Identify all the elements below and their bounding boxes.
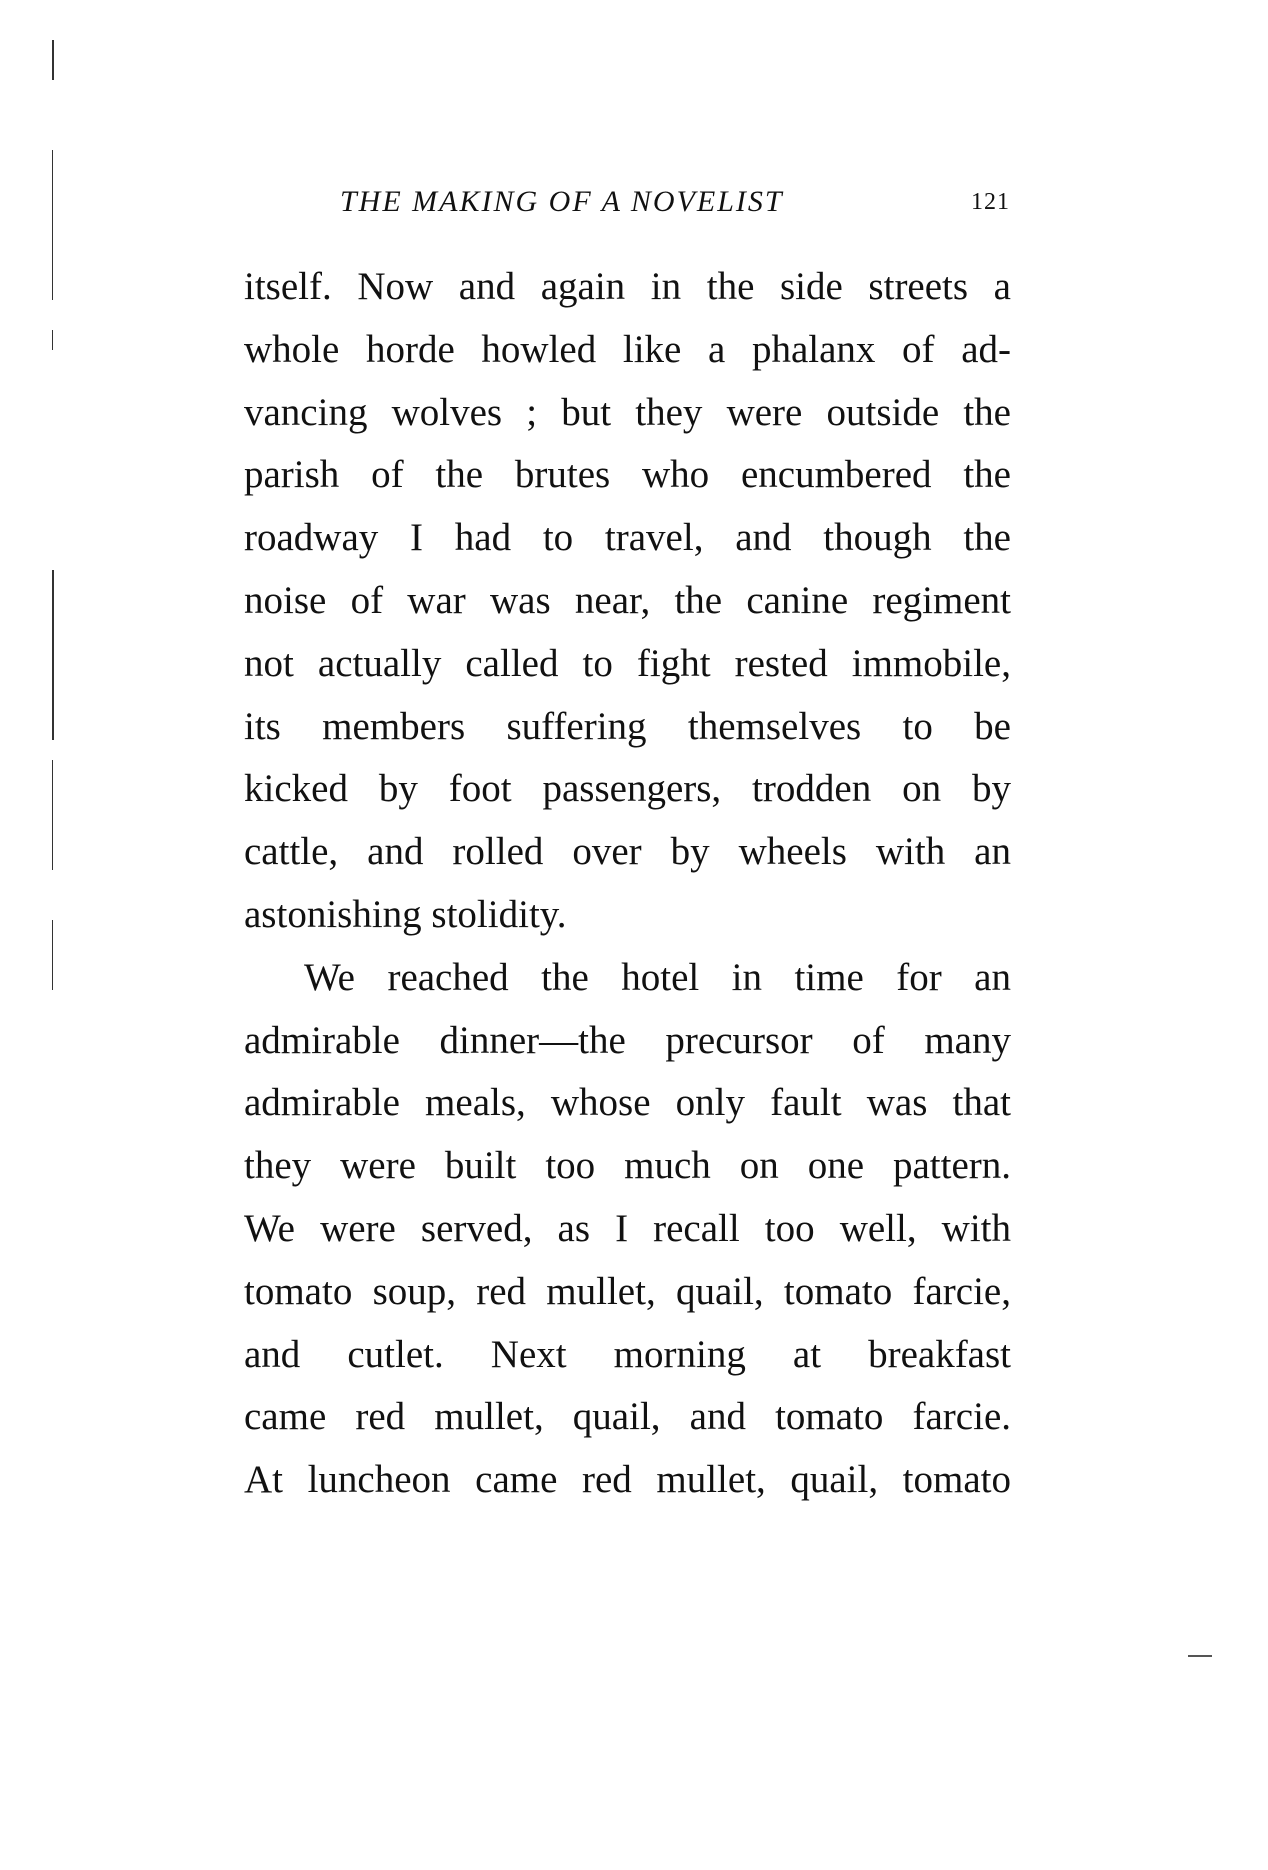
paragraph [244,256,1011,947]
text-line: We were served, as I recall too well, with [244,1206,1011,1250]
gutter-shadow-mark [52,760,53,870]
text-line: At luncheon came red mullet, quail, tomato [244,1458,1011,1502]
gutter-shadow-mark [52,150,53,300]
text-line: itself. Now and again in the side streets a [244,265,1011,308]
running-title: THE MAKING OF A NOVELIST [340,185,784,218]
text-line: its members suffering themselves to be [244,704,1011,748]
text-line: roadway I had to travel, and though the [244,516,1011,560]
body-text [244,256,1011,1512]
text-line: noise of war was near, the canine regiment [244,578,1011,622]
text-line: kicked by foot passengers, trodden on by [244,767,1011,811]
page-speck [1188,1655,1212,1657]
gutter-shadow-mark [52,40,54,80]
gutter-shadow-mark [52,330,53,350]
text-line: tomato soup, red mullet, quail, tomato farcie, [244,1269,1011,1313]
text-line: parish of the brutes who encumbered the [244,453,1011,497]
page-number: 121 [971,189,1010,215]
text-line: astonishing stolidity. [244,892,567,936]
text-line: We reached the hotel in time for an [304,955,1011,999]
paragraph [244,947,1011,1512]
text-line: and cutlet. Next morning at breakfast [244,1332,1011,1376]
text-line: admirable meals, whose only fault was that [244,1081,1011,1125]
gutter-shadow-mark [52,570,54,740]
text-line: not actually called to fight rested immobile, [244,641,1011,685]
text-line: vancing wolves ; but they were outside the [244,390,1011,434]
text-line: came red mullet, quail, and tomato farcie. [244,1395,1011,1439]
text-line: whole horde howled like a phalanx of ad- [244,327,1011,371]
text-line: they were built too much on one pattern. [244,1144,1011,1188]
running-header [340,185,1020,225]
text-line: admirable dinner—the precursor of many [244,1018,1011,1062]
gutter-shadow-mark [52,920,53,990]
text-line: cattle, and rolled over by wheels with an [244,830,1011,874]
